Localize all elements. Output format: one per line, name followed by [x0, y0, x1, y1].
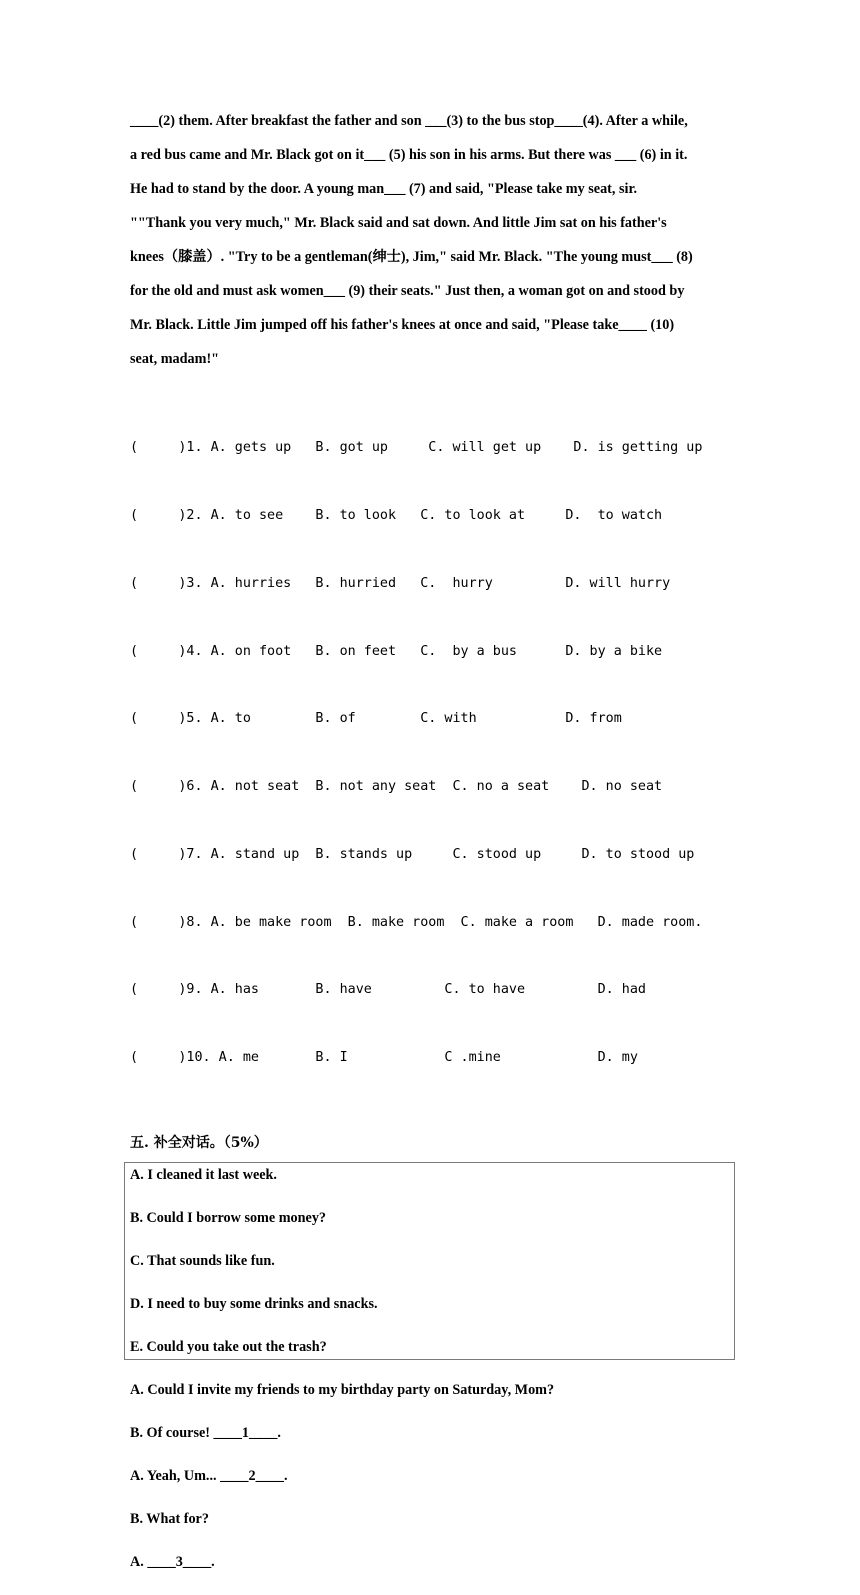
option-row: ( )3. A. hurries B. hurried C. hurry D. will hurry [130, 575, 671, 591]
option-row: ( )7. A. stand up B. stands up C. stood up D. to stood up [130, 846, 695, 862]
section-heading: 五. 补全对话。（5%） [130, 1135, 268, 1151]
dialog [130, 1380, 734, 1595]
option-row: ( )5. A. to B. of C. with D. from [130, 711, 622, 727]
passage-line: for the old and must ask women___ (9) their seats." Just then, a woman got on and stood by [130, 283, 685, 299]
dialog-line: B. What for? [130, 1511, 209, 1527]
option-row: ( )6. A. not seat B. not any seat C. no a seat D. no seat [130, 779, 663, 795]
passage-line: seat, madam!" [130, 351, 220, 367]
answer-choice: D. I need to buy some drinks and snacks. [130, 1296, 378, 1312]
option-row: ( )4. A. on foot B. on feet C. by a bus D. by a bike [130, 643, 663, 659]
dialog-line: A. Could I invite my friends to my birthday party on Saturday, Mom? [130, 1382, 555, 1398]
option-row: ( )1. A. gets up B. got up C. will get up D. is getting up [130, 440, 703, 456]
option-row: ( )10. A. me B. I C .mine D. my [130, 1050, 638, 1066]
answer-choice: A. I cleaned it last week. [130, 1167, 277, 1183]
passage-line: ____(2) them. After breakfast the father and son ___(3) to the bus stop____(4). After a while, [130, 113, 688, 129]
option-row: ( )9. A. has B. have C. to have D. had [130, 982, 646, 998]
passage-line: a red bus came and Mr. Black got on it___ (5) his son in his arms. But there was ___ (6) in it. [130, 147, 688, 163]
option-row: ( )8. A. be make room B. make room C. make a room D. made room. [130, 914, 703, 930]
dialog-line: A. ____3____. [130, 1554, 215, 1570]
cloze-passage [130, 104, 734, 376]
passage-line: knees（膝盖）. "Try to be a gentleman(绅士), Jim," said Mr. Black. "The young must___ (8) [130, 249, 693, 265]
dialog-line: A. Yeah, Um... ____2____. [130, 1468, 288, 1484]
passage-line: Mr. Black. Little Jim jumped off his father's knees at once and said, "Please take____ (10) [130, 317, 675, 333]
answer-choice: B. Could I borrow some money? [130, 1210, 327, 1226]
option-row: ( )2. A. to see B. to look C. to look at D. to watch [130, 507, 663, 523]
multiple-choice-options [130, 392, 734, 1115]
passage-line: He had to stand by the door. A young man___ (7) and said, "Please take my seat, sir. [130, 181, 637, 197]
answer-choices-box [124, 1162, 735, 1360]
answer-choice: C. That sounds like fun. [130, 1253, 275, 1269]
document-page [130, 104, 734, 1595]
answer-choice: E. Could you take out the trash? [130, 1339, 327, 1355]
passage-line: ""Thank you very much," Mr. Black said and sat down. And little Jim sat on his father's [130, 215, 667, 231]
dialog-line: B. Of course! ____1____. [130, 1425, 281, 1441]
